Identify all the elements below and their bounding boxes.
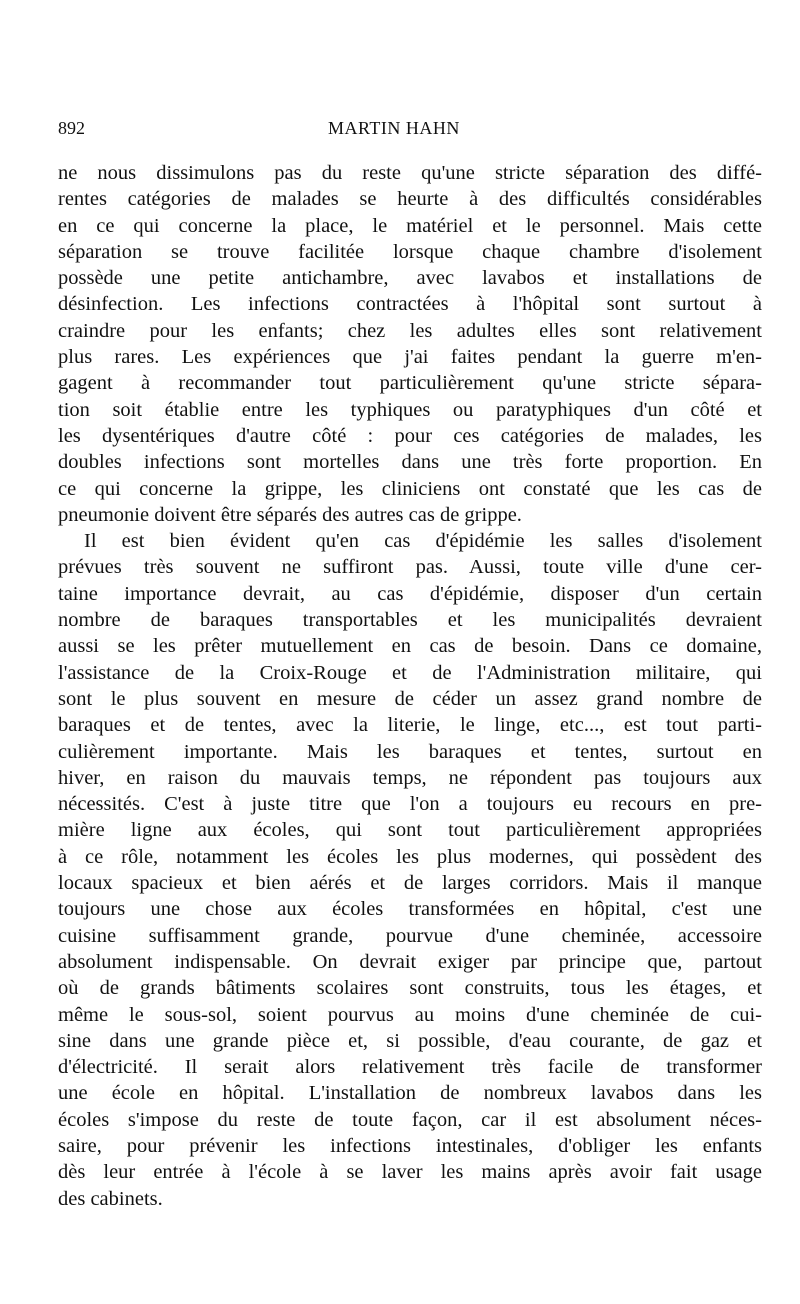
text-line: d'électricité. Il serait alors relativement très facile de transformer [58,1056,762,1079]
text-line: l'assistance de la Croix-Rouge et de l'Administration militaire, qui [58,661,762,684]
text-line: mière ligne aux écoles, qui sont tout particulièrement appropriées [58,819,762,842]
text-line: des cabinets. [58,1187,163,1210]
text-line: absolument indispensable. On devrait exiger par principe que, partout [58,950,762,973]
text-line: désinfection. Les infections contractées à l'hôpital sont surtout à [58,293,762,316]
text-line: cuisine suffisamment grande, pourvue d'une cheminée, accessoire [58,924,762,947]
text-line: les dysentériques d'autre côté : pour ces catégories de malades, les [58,424,762,447]
text-line: dès leur entrée à l'école à se laver les mains après avoir fait usage [58,1161,762,1184]
text-line: rentes catégories de malades se heurte à des difficultés considérables [58,188,762,211]
text-line: doubles infections sont mortelles dans une très forte proportion. En [58,451,762,474]
text-line: baraques et de tentes, avec la literie, le linge, etc..., est tout parti- [58,714,762,737]
text-line: craindre pour les enfants; chez les adultes elles sont relativement [58,319,762,342]
text-line: gagent à recommander tout particulièrement qu'une stricte sépara- [58,372,762,395]
page-number: 892 [58,118,85,138]
paragraph [58,528,762,1212]
text-line: ne nous dissimulons pas du reste qu'une stricte séparation des diffé- [58,162,762,184]
running-head: MARTIN HAHN [328,118,460,138]
text-line: tion soit établie entre les typhiques ou paratyphiques d'un côté et [58,398,762,421]
text-line: à ce rôle, notamment les écoles les plus modernes, qui possèdent des [58,845,762,868]
text-line: même le sous-sol, soient pourvus au moins d'une cheminée de cui- [58,1003,762,1026]
text-line: plus rares. Les expériences que j'ai faites pendant la guerre m'en- [58,346,762,369]
text-line: aussi se les prêter mutuellement en cas de besoin. Dans ce domaine, [58,635,762,658]
text-line: où de grands bâtiments scolaires sont construits, tous les étages, et [58,977,762,1000]
text-line: culièrement importante. Mais les baraques et tentes, surtout en [58,740,762,763]
body-text [58,160,762,1212]
text-line: taine importance devrait, au cas d'épidémie, disposer d'un certain [58,582,762,605]
text-line: pneumonie doivent être séparés des autres cas de grippe. [58,503,522,526]
text-line: possède une petite antichambre, avec lavabos et installations de [58,267,762,290]
text-line: toujours une chose aux écoles transformées en hôpital, c'est une [58,898,762,921]
text-line: hiver, en raison du mauvais temps, ne répondent pas toujours aux [58,766,762,789]
text-line: ce qui concerne la grippe, les cliniciens ont constaté que les cas de [58,477,762,500]
text-line: en ce qui concerne la place, le matériel et le personnel. Mais cette [58,214,762,237]
text-line: séparation se trouve facilitée lorsque chaque chambre d'isolement [58,240,762,263]
text-line: prévues très souvent ne suffiront pas. Aussi, toute ville d'une cer- [58,556,762,579]
page-header [58,118,758,146]
text-line: nécessités. C'est à juste titre que l'on a toujours eu recours en pre- [58,793,762,816]
text-line: saire, pour prévenir les infections intestinales, d'obliger les enfants [58,1134,762,1157]
text-line: Il est bien évident qu'en cas d'épidémie les salles d'isolement [84,530,762,553]
text-line: nombre de baraques transportables et les municipalités devraient [58,609,762,632]
text-line: une école en hôpital. L'installation de nombreux lavabos dans les [58,1082,762,1105]
paragraph [58,160,762,528]
text-line: écoles s'impose du reste de toute façon, car il est absolument néces- [58,1108,762,1131]
text-line: sine dans une grande pièce et, si possible, d'eau courante, de gaz et [58,1029,762,1052]
text-line: locaux spacieux et bien aérés et de larges corridors. Mais il manque [58,872,762,895]
text-line: sont le plus souvent en mesure de céder un assez grand nombre de [58,687,762,710]
